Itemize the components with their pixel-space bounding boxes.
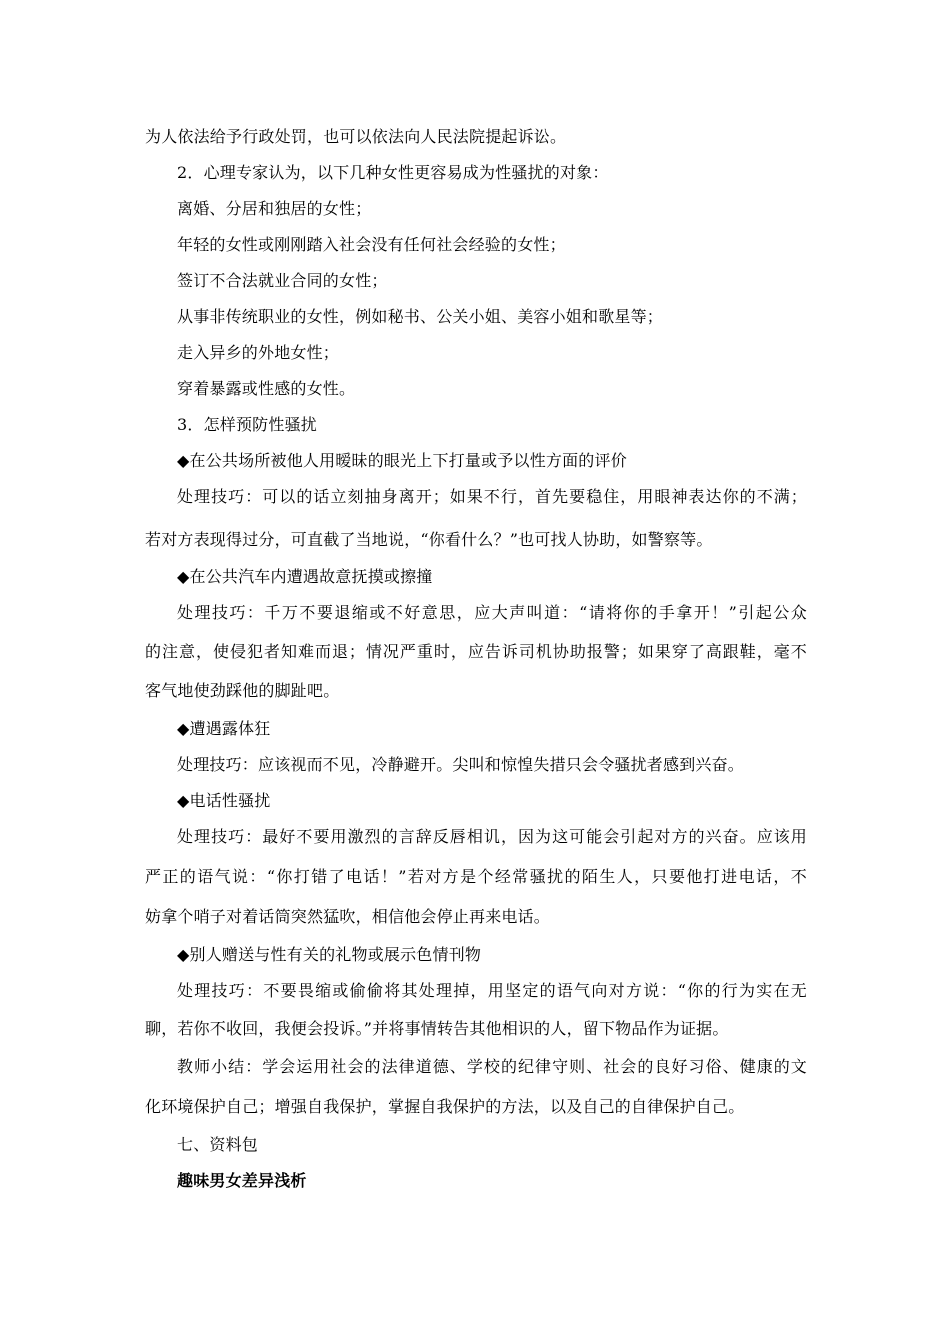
paragraph-line: 聊，若你不收回，我便会投诉。”并将事情转告其他相识的人，留下物品作为证据。 xyxy=(145,1019,729,1038)
list-item: 从事非传统职业的女性，例如秘书、公关小姐、美容小姐和歌星等； xyxy=(177,307,664,326)
paragraph-line: 客气地使劲踩他的脚趾吧。 xyxy=(145,681,340,700)
paragraph-line: 处理技巧：千万不要退缩或不好意思，应大声叫道：“请将你的手拿开！”引起公众 xyxy=(177,603,807,622)
list-item: 穿着暴露或性感的女性。 xyxy=(177,379,356,398)
paragraph-line: 妨拿个哨子对着话筒突然猛吹，相信他会停止再来电话。 xyxy=(145,907,551,926)
section-heading: 七、资料包 xyxy=(177,1135,259,1154)
subsection-title: 趣味男女差异浅析 xyxy=(177,1171,307,1190)
paragraph-line: 处理技巧：应该视而不见，冷静避开。尖叫和惊惶失措只会令骚扰者感到兴奋。 xyxy=(177,755,745,774)
paragraph-line: 的注意，使侵犯者知难而退；情况严重时，应告诉司机协助报警；如果穿了高跟鞋，毫不 xyxy=(145,642,807,661)
list-item: 年轻的女性或刚刚踏入社会没有任何社会经验的女性； xyxy=(177,235,566,254)
paragraph-line: 处理技巧：可以的话立刻抽身离开；如果不行，首先要稳住，用眼神表达你的不满； xyxy=(177,487,807,506)
list-item: 签订不合法就业合同的女性； xyxy=(177,271,388,290)
paragraph-line: 处理技巧：不要畏缩或偷偷将其处理掉，用坚定的语气向对方说：“你的行为实在无 xyxy=(177,981,807,1000)
list-item: 离婚、分居和独居的女性； xyxy=(177,199,372,218)
paragraph-line: 教师小结：学会运用社会的法律道德、学校的纪律守则、社会的良好习俗、健康的文 xyxy=(177,1057,807,1076)
list-item: 走入异乡的外地女性； xyxy=(177,343,340,362)
paragraph-line: 若对方表现得过分，可直截了当地说，“你看什么？”也可找人协助，如警察等。 xyxy=(145,530,713,549)
paragraph-line: 处理技巧：最好不要用激烈的言辞反唇相讥，因为这可能会引起对方的兴奋。应该用 xyxy=(177,827,807,846)
bullet-heading: ◆电话性骚扰 xyxy=(177,791,271,810)
paragraph-line: 严正的语气说：“你打错了电话！”若对方是个经常骚扰的陌生人，只要他打进电话，不 xyxy=(145,867,807,886)
bullet-heading: ◆在公共汽车内遭遇故意抚摸或擦撞 xyxy=(177,567,433,586)
paragraph-line: 化环境保护自己；增强自我保护，掌握自我保护的方法，以及自己的自律保护自己。 xyxy=(145,1097,745,1116)
section-item-2: 2．心理专家认为，以下几种女性更容易成为性骚扰的对象： xyxy=(177,163,609,182)
section-item-3: 3．怎样预防性骚扰 xyxy=(177,415,317,434)
bullet-heading: ◆别人赠送与性有关的礼物或展示色情刊物 xyxy=(177,945,482,964)
paragraph-line: 为人依法给予行政处罚，也可以依法向人民法院提起诉讼。 xyxy=(145,127,567,146)
bullet-heading: ◆遭遇露体狂 xyxy=(177,719,271,738)
bullet-heading: ◆在公共场所被他人用暧昧的眼光上下打量或予以性方面的评价 xyxy=(177,451,627,470)
